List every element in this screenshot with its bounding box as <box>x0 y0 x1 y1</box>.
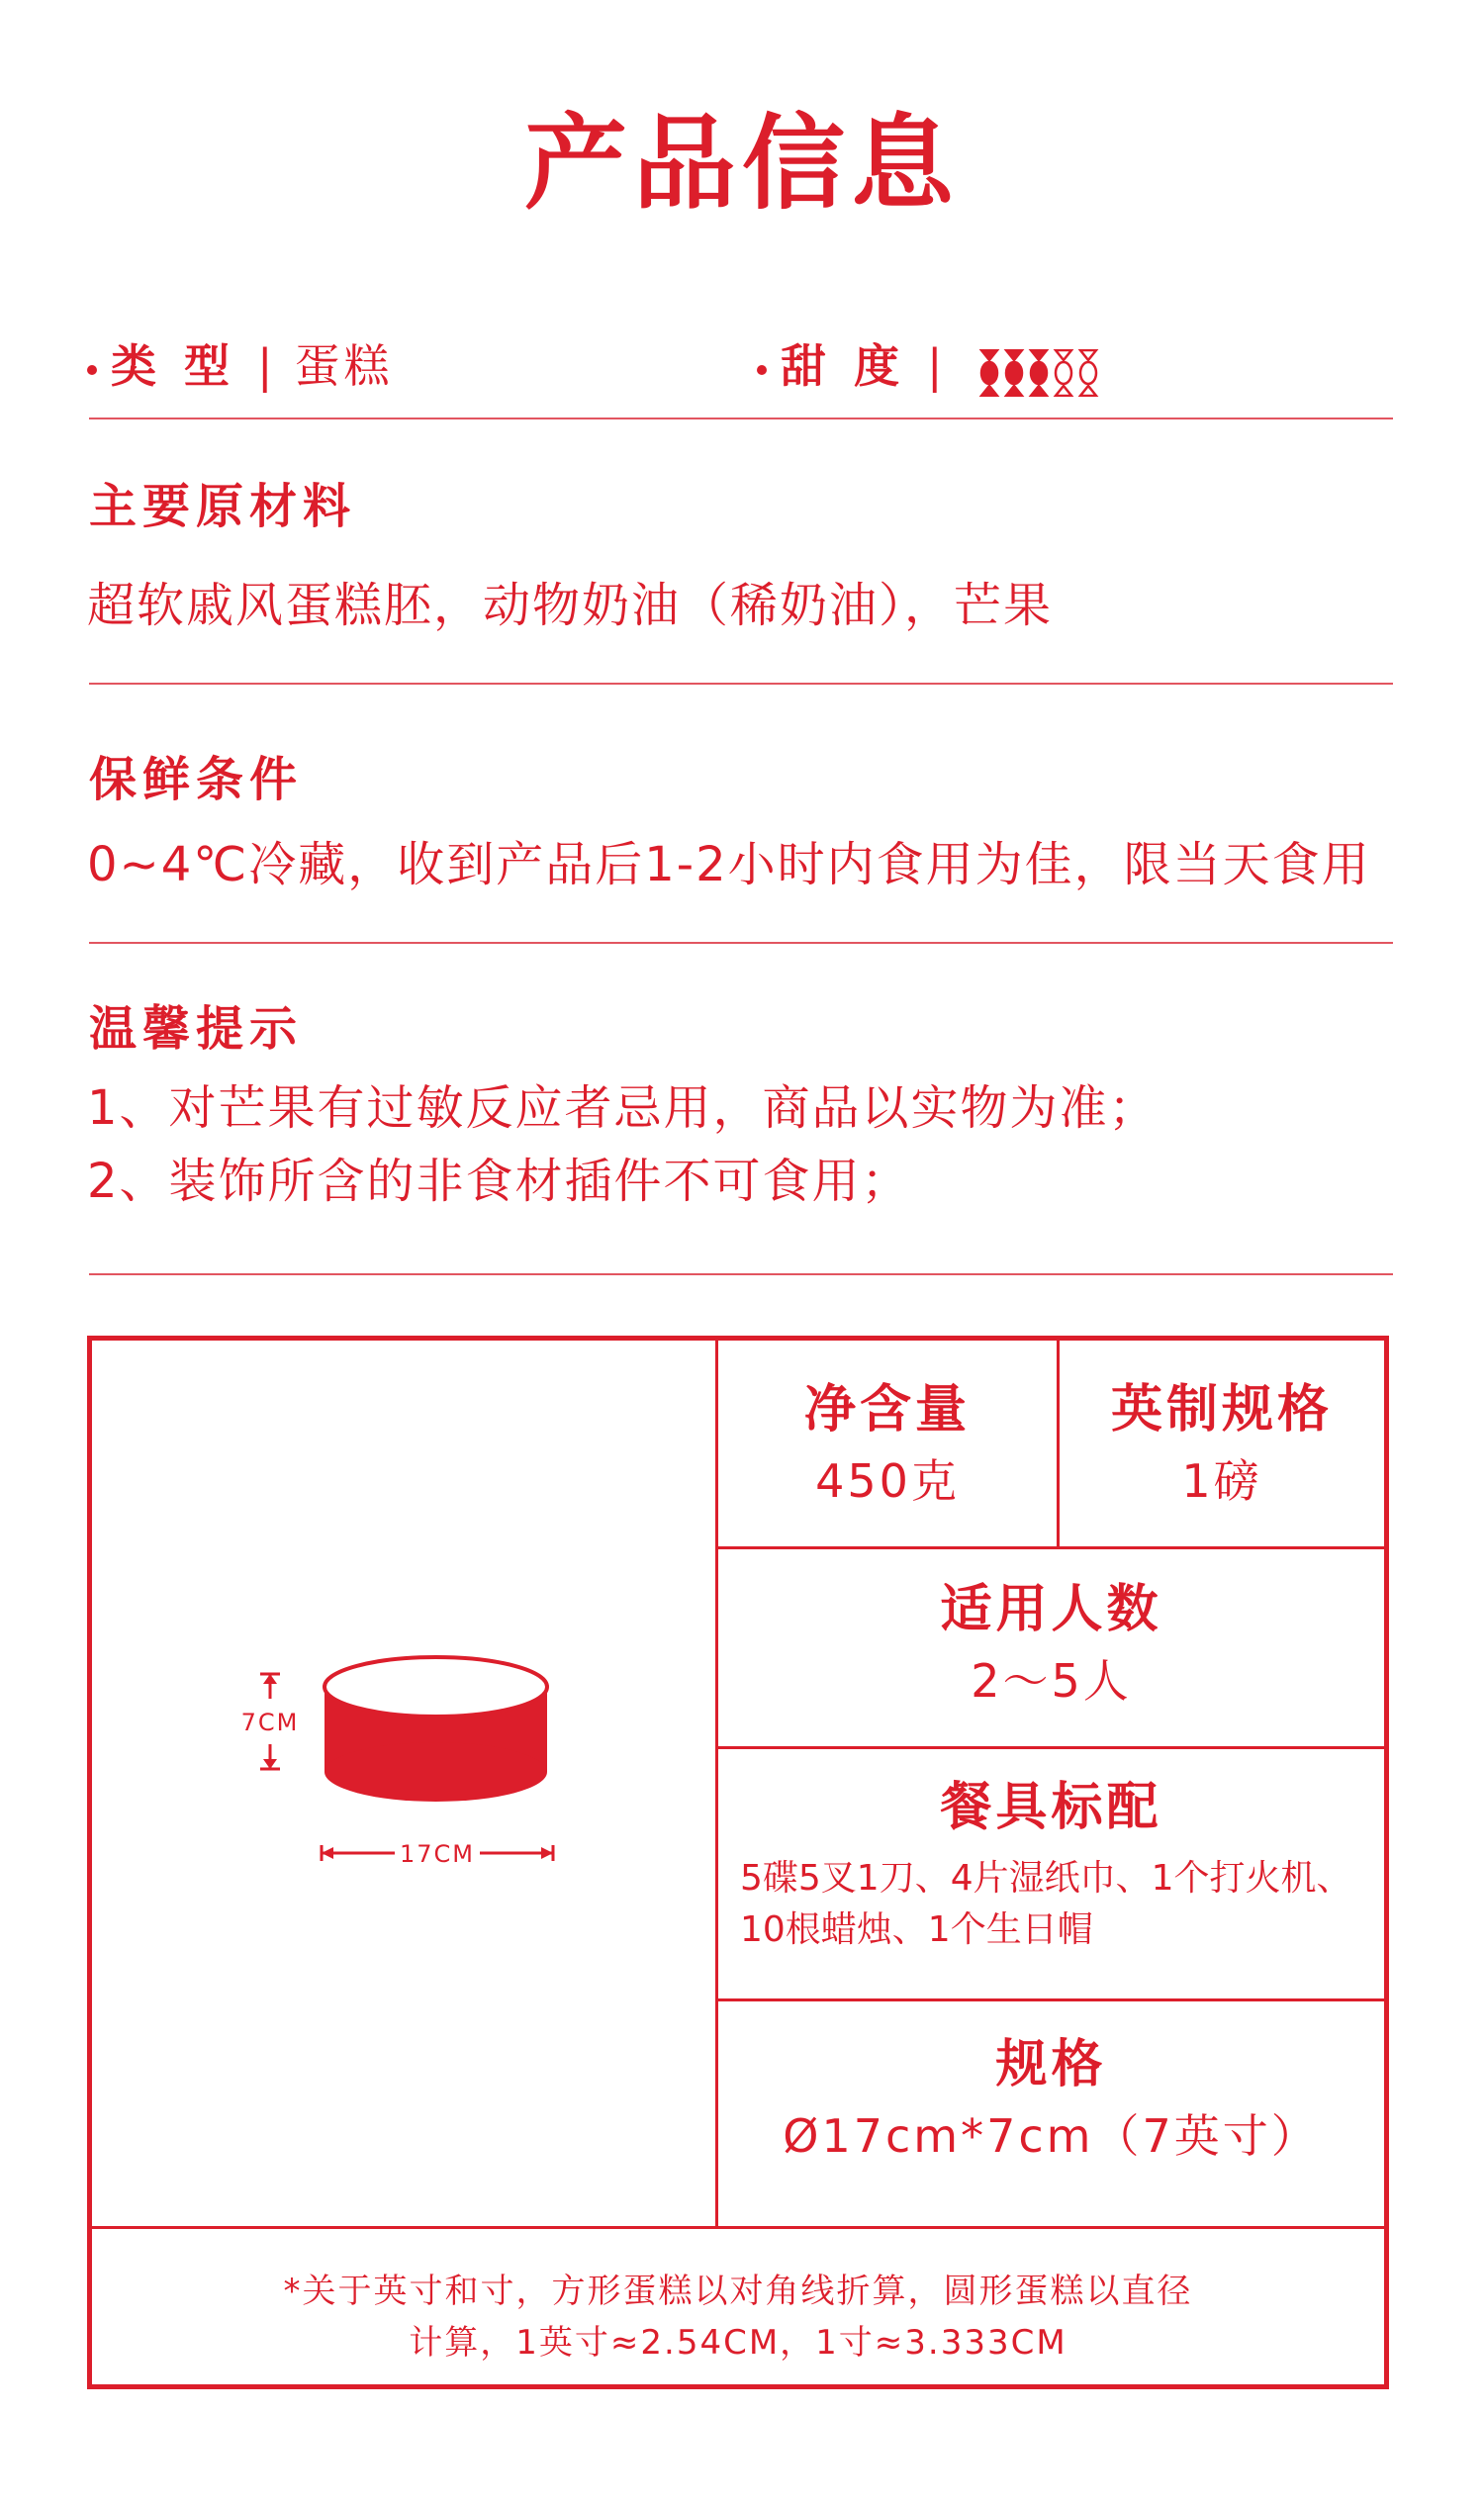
divider <box>89 1273 1393 1275</box>
candy-filled-icon <box>978 349 1000 397</box>
net-weight-value: 450克 <box>815 1454 960 1508</box>
tips-heading: 温馨提示 <box>89 1001 304 1057</box>
tableware-label: 餐具标配 <box>940 1778 1162 1837</box>
imperial-value: 1磅 <box>1181 1454 1262 1508</box>
type-value: 蛋糕 <box>294 339 394 393</box>
net-weight-label: 净含量 <box>803 1380 971 1440</box>
note-line-1: *关于英寸和寸，方形蛋糕以对角线折算，圆形蛋糕以直径 <box>283 2272 1193 2311</box>
servings-cell <box>718 1578 1384 1711</box>
divider <box>89 418 1393 419</box>
imperial-cell <box>1060 1378 1384 1511</box>
height-label: 7CM <box>240 1709 300 1736</box>
imperial-label: 英制规格 <box>1110 1380 1333 1440</box>
storage-heading: 保鲜条件 <box>89 752 304 807</box>
sweetness-label: 甜度 <box>781 339 927 393</box>
ingredients-heading: 主要原材料 <box>89 479 357 534</box>
note-line-2: 计算，1英寸≈2.54CM，1寸≈3.333CM <box>409 2323 1067 2363</box>
candy-filled-icon <box>1028 349 1050 397</box>
table-divider <box>715 1546 1384 1549</box>
type-field <box>87 326 394 406</box>
size-label: 规格 <box>995 2035 1107 2094</box>
separator: | <box>927 339 943 393</box>
separator: | <box>257 339 273 393</box>
servings-label: 适用人数 <box>940 1580 1162 1639</box>
cake-top <box>325 1657 547 1717</box>
bullet-dot <box>757 365 767 375</box>
table-divider <box>92 2226 1384 2229</box>
cake-diagram <box>171 1627 587 1924</box>
servings-value: 2～5人 <box>971 1654 1132 1708</box>
table-divider <box>715 1746 1384 1749</box>
table-divider <box>715 1998 1384 2001</box>
tableware-line-1: 5碟5叉1刀、4片湿纸巾、1个打火机、 <box>740 1858 1352 1899</box>
net-weight-cell <box>718 1378 1057 1511</box>
type-label: 类型 <box>111 339 257 393</box>
size-note <box>92 2266 1384 2369</box>
sweetness-rating <box>978 330 1102 410</box>
candy-empty-icon <box>1053 349 1074 397</box>
bullet-dot <box>87 365 97 375</box>
sweetness-field <box>757 326 1102 406</box>
candy-empty-icon <box>1077 349 1099 397</box>
tips-item-2: 2、装饰所含的非食材插件不可食用； <box>87 1154 911 1209</box>
cake-bottom <box>325 1742 547 1802</box>
width-label: 17CM <box>399 1840 476 1868</box>
ingredients-text: 超软戚风蛋糕胚，动物奶油（稀奶油），芒果 <box>87 578 1054 633</box>
spec-table <box>87 1336 1389 2389</box>
candy-filled-icon <box>1003 349 1025 397</box>
tips-item-1: 1、对芒果有过敏反应者忌用，商品以实物为准； <box>87 1080 1159 1136</box>
divider <box>89 942 1393 944</box>
tableware-line-2: 10根蜡烛、1个生日帽 <box>740 1909 1093 1950</box>
storage-text: 0~4℃冷藏，收到产品后1-2小时内食用为佳，限当天食用 <box>87 837 1371 892</box>
divider <box>89 683 1393 685</box>
size-cell <box>718 2033 1384 2166</box>
size-value: Ø17cm*7cm（7英寸） <box>783 2109 1320 2163</box>
tableware-cell <box>718 1776 1384 1956</box>
page-title: 产品信息 <box>523 103 960 224</box>
